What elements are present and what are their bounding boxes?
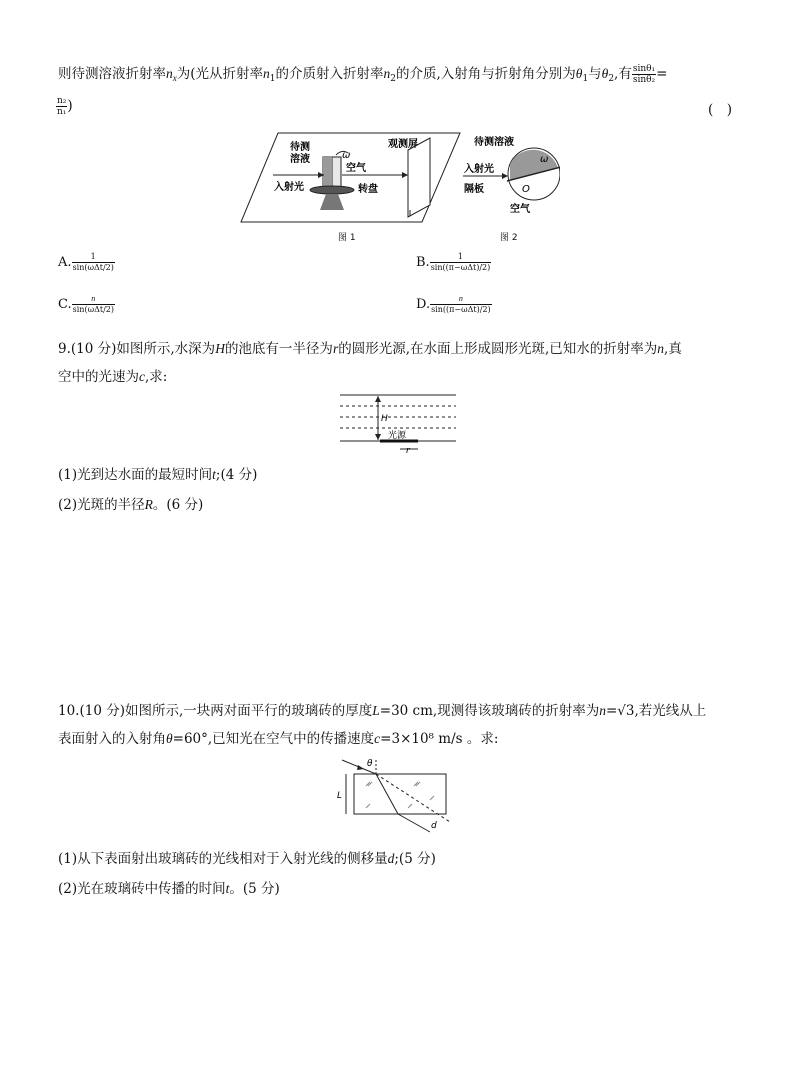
q9-stem-line2: 空中的光速为c,求:: [58, 369, 168, 385]
q9-figure-pool: [338, 392, 458, 454]
q10-incident-arrow: [357, 765, 364, 770]
fig1-turntable: [310, 186, 354, 194]
figure-1-turntable-setup: [238, 130, 462, 242]
n-ratio-fraction: $\frac{\text{n₂}}{\text{n₁}}$: [57, 96, 67, 117]
q10-figure-glass-block: [334, 756, 458, 836]
fig1-label-incident: 入射光: [274, 182, 304, 193]
q9-depth-arrow-bottom: [375, 434, 381, 440]
q8-stem-line2: $\frac{\text{n₂}}{\text{n₁}}$ ): [57, 96, 73, 117]
fig1-stand: [320, 194, 344, 210]
q9-stem-line1: 9.(10 分)如图所示,水深为H的池底有一半径为r的圆形光源,在水面上形成圆形光斑,已知水的折射率为n,真: [58, 341, 682, 357]
option-a[interactable]: A. $\frac{1}{\text{sin(ωΔt/2)}}$: [58, 252, 114, 272]
fig1-liquid: [323, 157, 332, 189]
option-d[interactable]: D. $\frac{n}{\text{sin((π−ωΔt)/2)}}$: [416, 294, 491, 314]
fig1-label-turntable: 转盘: [358, 184, 378, 195]
fig2-label-air: 空气: [510, 204, 530, 215]
figure-2-top-view: [460, 134, 560, 220]
q9-sub2: (2)光斑的半径R。(6 分): [58, 497, 204, 513]
q8-stem-line1: 则待测溶液折射率$n_x$为(光从折射率$n_1$的介质射入折射率$n_2$的介质,入射角与折射角分别为$\theta_1$与$\theta_2$,有 $\frac{\text{sinθ₁}}{\text{sinθ₂}}$ =: [58, 64, 668, 85]
option-c[interactable]: C. $\frac{n}{\text{sin(ωΔt/2)}}$: [58, 294, 114, 314]
fig1-label-air: 空气: [346, 163, 366, 174]
fig1-label-screen: 观测屏: [388, 139, 418, 150]
fig1-label-omega: ω: [342, 150, 351, 161]
q9-depth-arrow-top: [375, 396, 381, 402]
answer-blank: ( ): [708, 102, 733, 118]
q10-label-theta: θ: [367, 759, 373, 769]
q10-sub2: (2)光在玻璃砖中传播的时间t。(5 分): [58, 881, 280, 897]
fig2-label-incident: 入射光: [464, 164, 494, 175]
q10-label-d: d: [431, 821, 437, 831]
q10-label-L: L: [337, 791, 343, 801]
q9-label-r: r: [406, 446, 410, 454]
fig2-label-center: O: [522, 184, 530, 195]
q9-label-source: 光源: [388, 431, 407, 441]
q10-sub1: (1)从下表面射出玻璃砖的光线相对于入射光线的侧移量d;(5 分): [58, 851, 436, 867]
q9-sub1: (1)光到达水面的最短时间t;(4 分): [58, 467, 258, 483]
fig2-label-solution: 待测溶液: [474, 137, 514, 148]
fig2-arrow: [502, 173, 508, 179]
fig2-label-omega: ω: [540, 154, 549, 165]
fig1-label-solution2: 溶液: [290, 154, 310, 165]
q10-stem-line2: 表面射入的入射角θ=60°,已知光在空气中的传播速度c=3×10⁸ m/s 。求:: [58, 731, 499, 747]
fig1-label-solution: 待测: [290, 142, 310, 153]
option-b[interactable]: B. $\frac{1}{\text{sin((π−ωΔt)/2)}}$: [416, 252, 491, 272]
q10-exit-ray: [398, 814, 430, 832]
q10-glass-block: [354, 774, 446, 814]
fig1-arrow2: [402, 172, 408, 178]
fig1-caption: 图 1: [338, 233, 356, 243]
sin-ratio-fraction: $\frac{\text{sinθ₁}}{\text{sinθ₂}}$: [632, 64, 656, 85]
q9-label-H: H: [381, 414, 388, 424]
fig2-label-partition: 隔板: [464, 184, 484, 195]
fig2-caption: 图 2: [500, 233, 518, 243]
q10-stem-line1: 10.(10 分)如图所示,一块两对面平行的玻璃砖的厚度L=30 cm,现测得该玻璃砖的折射率为n=√3,若光线从上: [58, 703, 707, 719]
